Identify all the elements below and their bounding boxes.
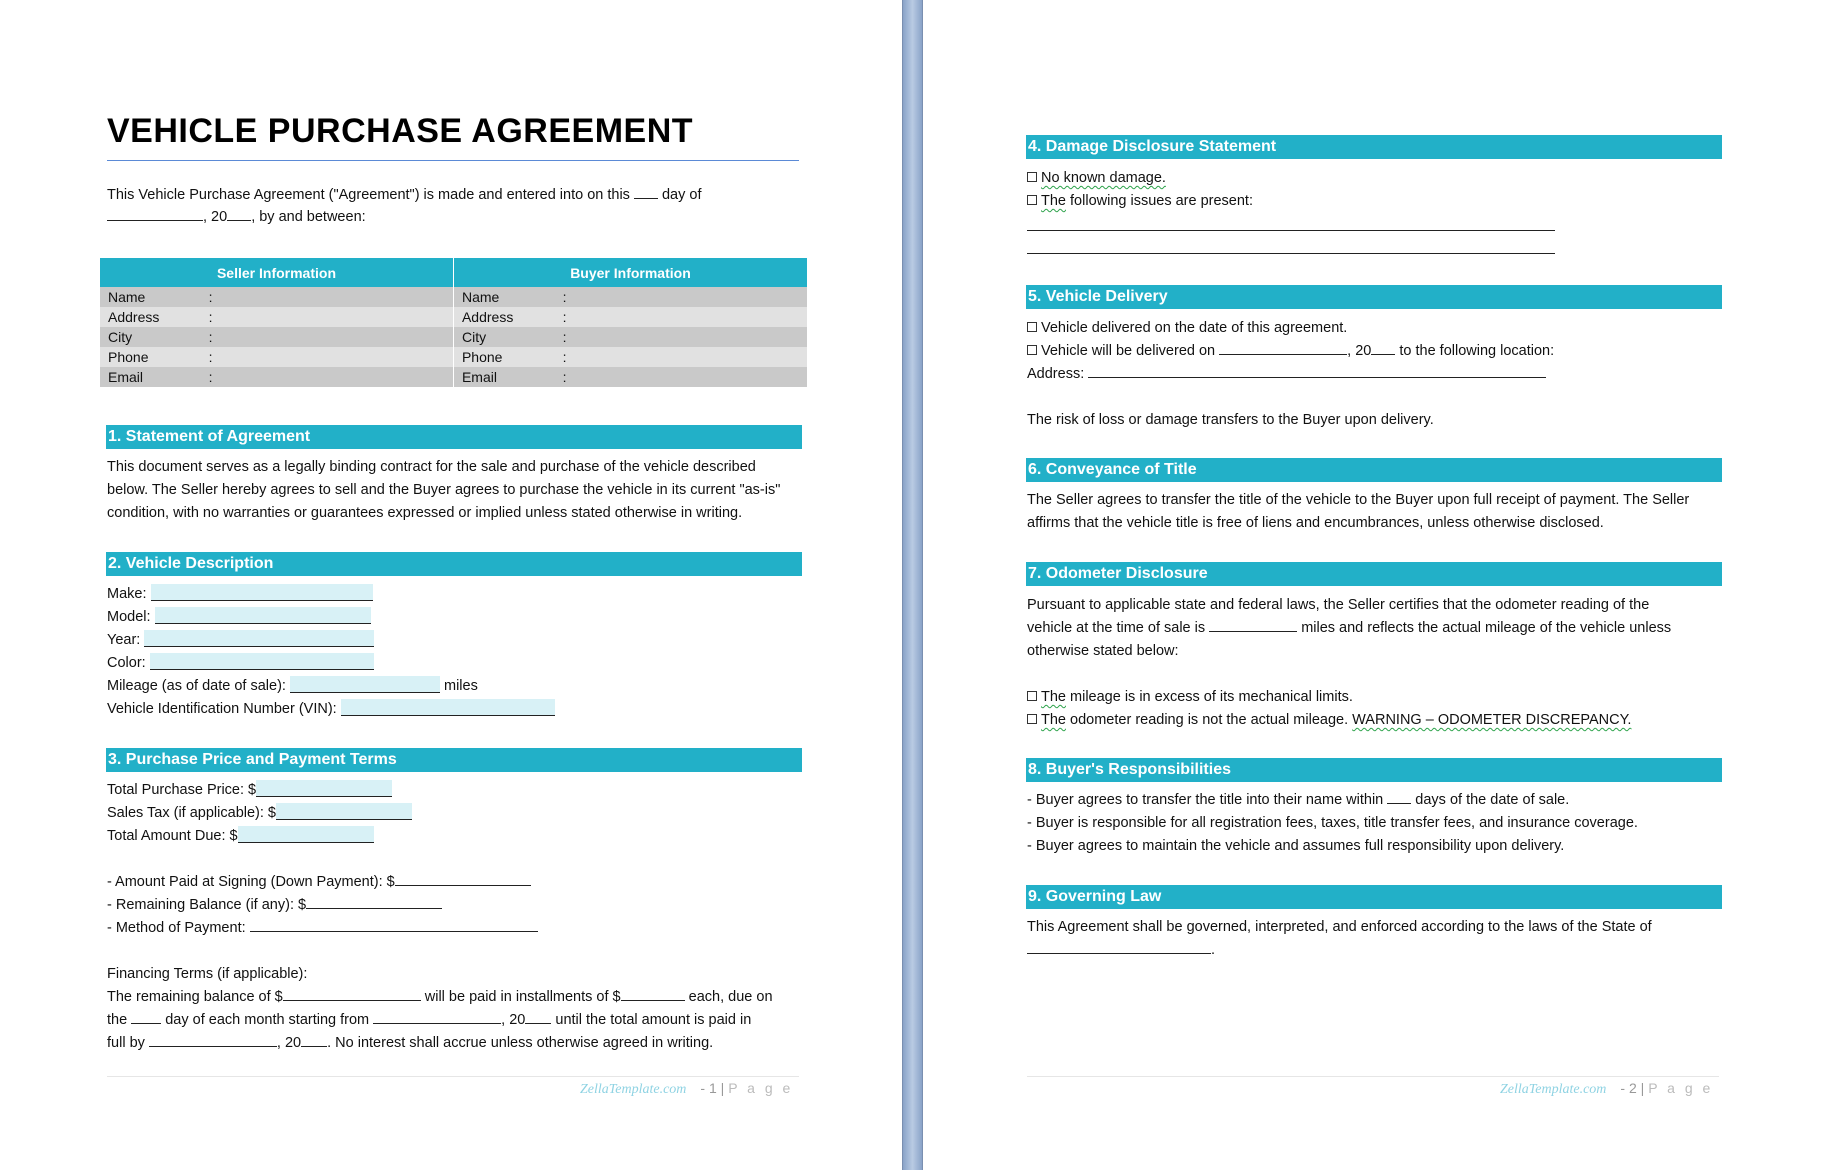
intro-line-2 xyxy=(107,206,366,229)
color-field[interactable] xyxy=(150,653,374,670)
section-6-header: 6. Conveyance of Title xyxy=(1026,458,1722,482)
table-row xyxy=(100,287,807,307)
buyer-phone-field[interactable] xyxy=(570,347,807,367)
page-word: P a g e xyxy=(1648,1080,1714,1096)
buyer-phone-label: Phone xyxy=(453,347,554,367)
balance-field[interactable] xyxy=(283,986,421,1001)
mileage-label: Mileage (as of date of sale): xyxy=(107,678,286,694)
option-text: to the following location: xyxy=(1399,343,1555,359)
section-7-text: miles and reflects the actual mileage of the vehicle unless xyxy=(1301,620,1672,636)
remaining-balance-label: - Remaining Balance (if any): $ xyxy=(107,897,307,913)
excess-mileage-option: mileage is in excess of its mechanical limits. xyxy=(1066,689,1353,705)
section-7-line: Pursuant to applicable state and federal laws, the Seller certifies that the odometer reading of the xyxy=(1027,597,1650,613)
option-text: The xyxy=(1041,193,1066,209)
colon: : xyxy=(201,287,217,307)
section-7-header: 7. Odometer Disclosure xyxy=(1026,562,1722,586)
section-9-line: This Agreement shall be governed, interpreted, and enforced according to the laws of the State of xyxy=(1027,919,1652,935)
checkbox[interactable] xyxy=(1027,195,1037,205)
checkbox[interactable] xyxy=(1027,345,1037,355)
financing-text: The remaining balance of $ xyxy=(107,989,283,1005)
month-blank[interactable] xyxy=(107,206,203,221)
financing-text: the xyxy=(107,1012,128,1028)
colon: : xyxy=(555,367,571,387)
site-link[interactable]: ZellaTemplate.com xyxy=(580,1082,687,1097)
intro-text: This Vehicle Purchase Agreement ("Agreement") is made and entered into on this xyxy=(107,187,630,203)
mileage-field[interactable] xyxy=(290,676,440,693)
vin-field[interactable] xyxy=(341,699,555,716)
total-price-field[interactable] xyxy=(256,780,392,797)
colon: : xyxy=(201,347,217,367)
installment-field[interactable] xyxy=(621,986,685,1001)
section-3-body xyxy=(107,779,773,1055)
section-8-body xyxy=(1027,789,1638,858)
table-row xyxy=(100,327,807,347)
delivery-date-field[interactable] xyxy=(1219,340,1347,355)
section-3-header: 3. Purchase Price and Payment Terms xyxy=(106,748,802,772)
address-label: Address: xyxy=(1027,366,1085,382)
issues-line-2[interactable] xyxy=(1027,253,1555,254)
colon: : xyxy=(555,287,571,307)
page-number: - 2 | xyxy=(1620,1080,1645,1096)
footer-rule xyxy=(107,1076,799,1077)
start-year-field[interactable] xyxy=(525,1009,551,1024)
start-date-field[interactable] xyxy=(373,1009,501,1024)
colon: : xyxy=(555,347,571,367)
buyer-city-label: City xyxy=(453,327,554,347)
total-price-label: Total Purchase Price: $ xyxy=(107,782,257,798)
seller-city-field[interactable] xyxy=(217,327,454,347)
day-blank[interactable] xyxy=(634,184,658,199)
section-1-body xyxy=(107,456,780,525)
buyer-address-field[interactable] xyxy=(570,307,807,327)
sales-tax-field[interactable] xyxy=(276,803,412,820)
intro-text: , by and between: xyxy=(251,209,366,225)
document-page-1 xyxy=(0,0,903,1170)
financing-title: Financing Terms (if applicable): xyxy=(107,966,308,982)
section-6-line: The Seller agrees to transfer the title of the vehicle to the Buyer upon full receipt of payment. The Seller xyxy=(1027,492,1690,508)
colon: : xyxy=(555,307,571,327)
financing-text: , 20 xyxy=(276,1035,302,1051)
seller-email-field[interactable] xyxy=(217,367,454,387)
option-text: , 20 xyxy=(1347,343,1372,359)
financing-text: until the total amount is paid in xyxy=(555,1012,752,1028)
model-field[interactable] xyxy=(155,607,371,624)
sales-tax-label: Sales Tax (if applicable): $ xyxy=(107,805,276,821)
financing-text: day of each month starting from xyxy=(165,1012,370,1028)
checkbox[interactable] xyxy=(1027,714,1037,724)
total-due-field[interactable] xyxy=(238,826,374,843)
page-number: - 1 | xyxy=(700,1080,725,1096)
site-link[interactable]: ZellaTemplate.com xyxy=(1500,1082,1607,1097)
not-actual-mileage-option: odometer reading is not the actual mileage. xyxy=(1066,712,1353,728)
total-due-label: Total Amount Due: $ xyxy=(107,828,238,844)
odometer-warning: WARNING – ODOMETER DISCREPANCY. xyxy=(1352,712,1632,728)
section-9-text: . xyxy=(1211,942,1216,958)
financing-text: will be paid in installments of $ xyxy=(424,989,621,1005)
seller-address-label: Address xyxy=(100,307,201,327)
section-5-header: 5. Vehicle Delivery xyxy=(1026,285,1722,309)
table-row xyxy=(100,307,807,327)
year-label: Year: xyxy=(107,632,141,648)
section-8-header: 8. Buyer's Responsibilities xyxy=(1026,758,1722,782)
page-footer xyxy=(580,1080,793,1098)
seller-info-header: Seller Information xyxy=(100,258,453,287)
delivery-year-field[interactable] xyxy=(1371,340,1395,355)
section-5-body xyxy=(1027,317,1554,432)
financing-text: . No interest shall accrue unless otherwise agreed in writing. xyxy=(327,1035,714,1051)
vin-label: Vehicle Identification Number (VIN): xyxy=(107,701,337,717)
colon: : xyxy=(555,327,571,347)
colon: : xyxy=(201,327,217,347)
title-underline xyxy=(107,160,799,161)
colon: : xyxy=(201,307,217,327)
checkbox[interactable] xyxy=(1027,691,1037,701)
buyer-name-field[interactable] xyxy=(570,287,807,307)
model-label: Model: xyxy=(107,609,151,625)
section-7-line: otherwise stated below: xyxy=(1027,643,1179,659)
section-6-body xyxy=(1027,489,1689,535)
section-8-text: days of the date of sale. xyxy=(1415,792,1570,808)
year-field[interactable] xyxy=(144,630,374,647)
down-payment-field[interactable] xyxy=(395,871,531,886)
seller-phone-field[interactable] xyxy=(217,347,454,367)
make-label: Make: xyxy=(107,586,147,602)
seller-name-label: Name xyxy=(100,287,201,307)
miles-label: miles xyxy=(444,678,478,694)
buyer-email-label: Email xyxy=(453,367,554,387)
financing-text: each, due on xyxy=(688,989,773,1005)
due-day-field[interactable] xyxy=(131,1009,161,1024)
section-2-body xyxy=(107,583,555,721)
section-1-line: condition, with no warranties or guarantees expressed or implied unless stated otherwise in writing. xyxy=(107,505,743,521)
state-field[interactable] xyxy=(1027,939,1211,954)
checkbox[interactable] xyxy=(1027,172,1037,182)
financing-text: full by xyxy=(107,1035,145,1051)
section-8-line: - Buyer is responsible for all registration fees, taxes, title transfer fees, and insurance coverage. xyxy=(1027,815,1638,831)
buyer-address-label: Address xyxy=(453,307,554,327)
down-payment-label: - Amount Paid at Signing (Down Payment): $ xyxy=(107,874,395,890)
section-4-header: 4. Damage Disclosure Statement xyxy=(1026,135,1722,159)
section-4-body xyxy=(1027,167,1253,213)
section-1-line: This document serves as a legally binding contract for the sale and purchase of the vehicle described xyxy=(107,459,756,475)
payment-method-label: - Method of Payment: xyxy=(107,920,246,936)
section-1-header: 1. Statement of Agreement xyxy=(106,425,802,449)
seller-address-field[interactable] xyxy=(217,307,454,327)
party-info-table xyxy=(100,258,807,387)
option-text: The xyxy=(1041,712,1066,728)
page-gutter xyxy=(903,0,922,1170)
risk-statement: The risk of loss or damage transfers to the Buyer upon delivery. xyxy=(1027,412,1434,428)
remaining-balance-field[interactable] xyxy=(306,894,442,909)
page-footer xyxy=(1500,1080,1713,1098)
seller-name-field[interactable] xyxy=(217,287,454,307)
financing-text: , 20 xyxy=(501,1012,526,1028)
intro-line-1 xyxy=(107,184,701,207)
intro-text: , 20 xyxy=(203,209,228,225)
odometer-reading-field[interactable] xyxy=(1209,617,1297,632)
no-damage-option: No known damage. xyxy=(1041,170,1166,186)
seller-email-label: Email xyxy=(100,367,201,387)
option-text: The xyxy=(1041,689,1066,705)
table-row xyxy=(100,347,807,367)
section-6-line: affirms that the vehicle title is free of liens and encumbrances, unless otherwise disclosed. xyxy=(1027,515,1604,531)
table-row xyxy=(100,367,807,387)
section-9-header: 9. Governing Law xyxy=(1026,885,1722,909)
transfer-days-field[interactable] xyxy=(1387,789,1411,804)
seller-city-label: City xyxy=(100,327,201,347)
intro-text: day of xyxy=(661,187,702,203)
section-1-line: below. The Seller hereby agrees to sell and the Buyer agrees to purchase the vehicle in its current "as-is" xyxy=(107,482,781,498)
seller-phone-label: Phone xyxy=(100,347,201,367)
document-title: VEHICLE PURCHASE AGREEMENT xyxy=(107,112,694,150)
option-text: Vehicle will be delivered on xyxy=(1041,343,1216,359)
buyer-info-header: Buyer Information xyxy=(453,258,807,287)
year-blank[interactable] xyxy=(227,206,251,221)
issues-present-option: following issues are present: xyxy=(1066,193,1253,209)
footer-rule xyxy=(1027,1076,1719,1077)
section-8-text: - Buyer agrees to transfer the title into their name within xyxy=(1027,792,1384,808)
end-date-field[interactable] xyxy=(149,1032,277,1047)
delivered-now-option: Vehicle delivered on the date of this agreement. xyxy=(1041,320,1348,336)
checkbox[interactable] xyxy=(1027,322,1037,332)
buyer-email-field[interactable] xyxy=(570,367,807,387)
section-7-text: vehicle at the time of sale is xyxy=(1027,620,1206,636)
section-8-line: - Buyer agrees to maintain the vehicle and assumes full responsibility upon delivery. xyxy=(1027,838,1565,854)
page-word: P a g e xyxy=(728,1080,794,1096)
buyer-name-label: Name xyxy=(453,287,554,307)
colon: : xyxy=(201,367,217,387)
address-field[interactable] xyxy=(1088,363,1546,378)
make-field[interactable] xyxy=(151,584,373,601)
issues-line-1[interactable] xyxy=(1027,230,1555,231)
section-9-body xyxy=(1027,916,1652,962)
section-7-body xyxy=(1027,594,1671,732)
payment-method-field[interactable] xyxy=(250,917,538,932)
color-label: Color: xyxy=(107,655,146,671)
buyer-city-field[interactable] xyxy=(570,327,807,347)
end-year-field[interactable] xyxy=(301,1032,327,1047)
section-2-header: 2. Vehicle Description xyxy=(106,552,802,576)
